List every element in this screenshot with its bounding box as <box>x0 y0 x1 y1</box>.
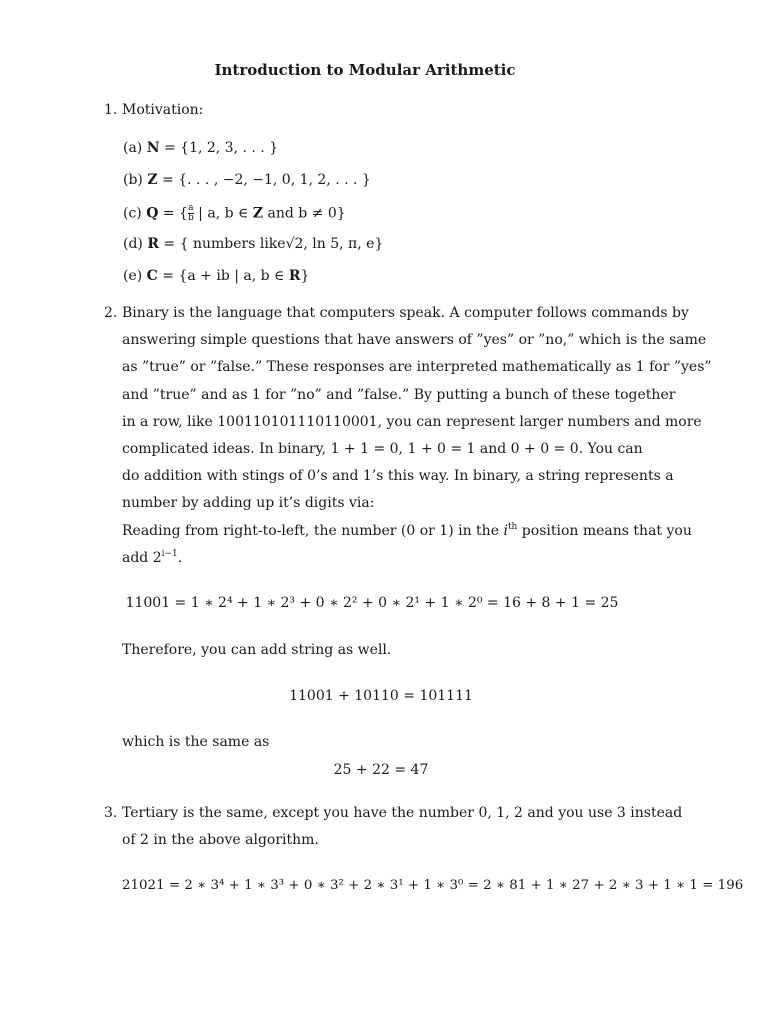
therefore-text: Therefore, you can add string as well. <box>122 642 392 658</box>
section1-heading: Motivation: <box>122 102 204 118</box>
set-symbol: C <box>146 268 158 284</box>
math-i: i <box>503 522 508 539</box>
paragraph-line: and ”true” and as 1 for ”no” and ”false.” By putting a bunch of these together <box>122 386 676 403</box>
section3-paragraph <box>122 800 683 854</box>
item-text: = { <box>158 205 188 222</box>
set-symbol: Z <box>252 205 264 222</box>
set-symbol: R <box>288 268 301 284</box>
set-symbol: N <box>146 140 160 156</box>
paragraph-line: of 2 in the above algorithm. <box>122 832 319 849</box>
list-item <box>123 172 371 188</box>
equation-binary-sum: 11001 + 10110 = 101111 <box>289 688 473 704</box>
item-label: (e) <box>123 268 143 284</box>
paragraph-line: in a row, like 100110101110110001, you can represent larger numbers and more <box>122 413 702 430</box>
reading-text: Reading from right-to-left, the number (0 or 1) in the <box>122 522 504 539</box>
paragraph-line: as ”true” or ”false.” These responses are interpreted mathematically as 1 for ”yes” <box>122 359 712 376</box>
superscript: i−1 <box>161 548 178 559</box>
same-as-text: which is the same as <box>122 734 270 750</box>
page-title: Introduction to Modular Arithmetic <box>214 61 516 79</box>
paragraph-line: do addition with stings of 0’s and 1’s this way. In binary, a string represents a <box>122 468 674 485</box>
item-text: = {1, 2, 3, . . . } <box>159 140 279 156</box>
item-text: | a, b ∈ <box>193 205 253 222</box>
paragraph-line: Binary is the language that computers speak. A computer follows commands by <box>122 305 689 321</box>
list-item <box>123 236 383 252</box>
section1-number: 1. <box>104 102 118 118</box>
paragraph-line: Tertiary is the same, except you have the number 0, 1, 2 and you use 3 instead <box>122 805 683 821</box>
item-text: } <box>300 268 310 284</box>
superscript: th <box>507 521 518 532</box>
list-item <box>123 268 309 284</box>
paragraph-line: complicated ideas. In binary, 1 + 1 = 0, 1 + 0 = 1 and 0 + 0 = 0. You can <box>122 441 643 458</box>
item-label: (b) <box>123 172 143 188</box>
list-item <box>123 204 346 223</box>
fraction-denominator: b <box>187 213 194 223</box>
paragraph-line <box>122 518 692 545</box>
item-text: = { numbers like√2, ln 5, π, e} <box>158 236 384 252</box>
add-text: add 2 <box>122 549 162 566</box>
list-item <box>123 140 278 156</box>
item-label: (c) <box>123 205 142 222</box>
section2-number: 2. <box>104 305 118 321</box>
fraction-numerator: a <box>188 203 194 213</box>
add-text: . <box>177 549 183 566</box>
item-text: and b ≠ 0} <box>263 205 346 222</box>
paragraph-line: number by adding up it’s digits via: <box>122 495 375 512</box>
item-text: = {a + ib | a, b ∈ <box>157 268 289 284</box>
set-symbol: Q <box>146 205 159 222</box>
equation-binary-expansion: 11001 = 1 ∗ 2⁴ + 1 ∗ 2³ + 0 ∗ 2² + 0 ∗ 2¹ + 1 ∗ 2⁰ = 16 + 8 + 1 = 25 <box>125 595 619 611</box>
reading-text: position means that you <box>517 522 692 539</box>
item-label: (a) <box>123 140 143 156</box>
paragraph-line: answering simple questions that have answers of ”yes” or ”no,” which is the same <box>122 332 707 349</box>
section2-paragraph <box>122 300 712 572</box>
item-text: = {. . . , −2, −1, 0, 1, 2, . . . } <box>157 172 371 188</box>
equation-ternary-expansion: 21021 = 2 ∗ 3⁴ + 1 ∗ 3³ + 0 ∗ 3² + 2 ∗ 3¹ + 1 ∗ 3⁰ = 2 ∗ 81 + 1 ∗ 27 + 2 ∗ 3 + 1 ∗ 1 = 196 <box>122 878 744 893</box>
section3-number: 3. <box>104 805 118 821</box>
paragraph-line <box>122 545 642 572</box>
set-symbol: R <box>147 236 159 252</box>
equation-decimal-sum: 25 + 22 = 47 <box>333 762 429 778</box>
set-symbol: Z <box>147 172 158 188</box>
item-label: (d) <box>123 236 143 252</box>
